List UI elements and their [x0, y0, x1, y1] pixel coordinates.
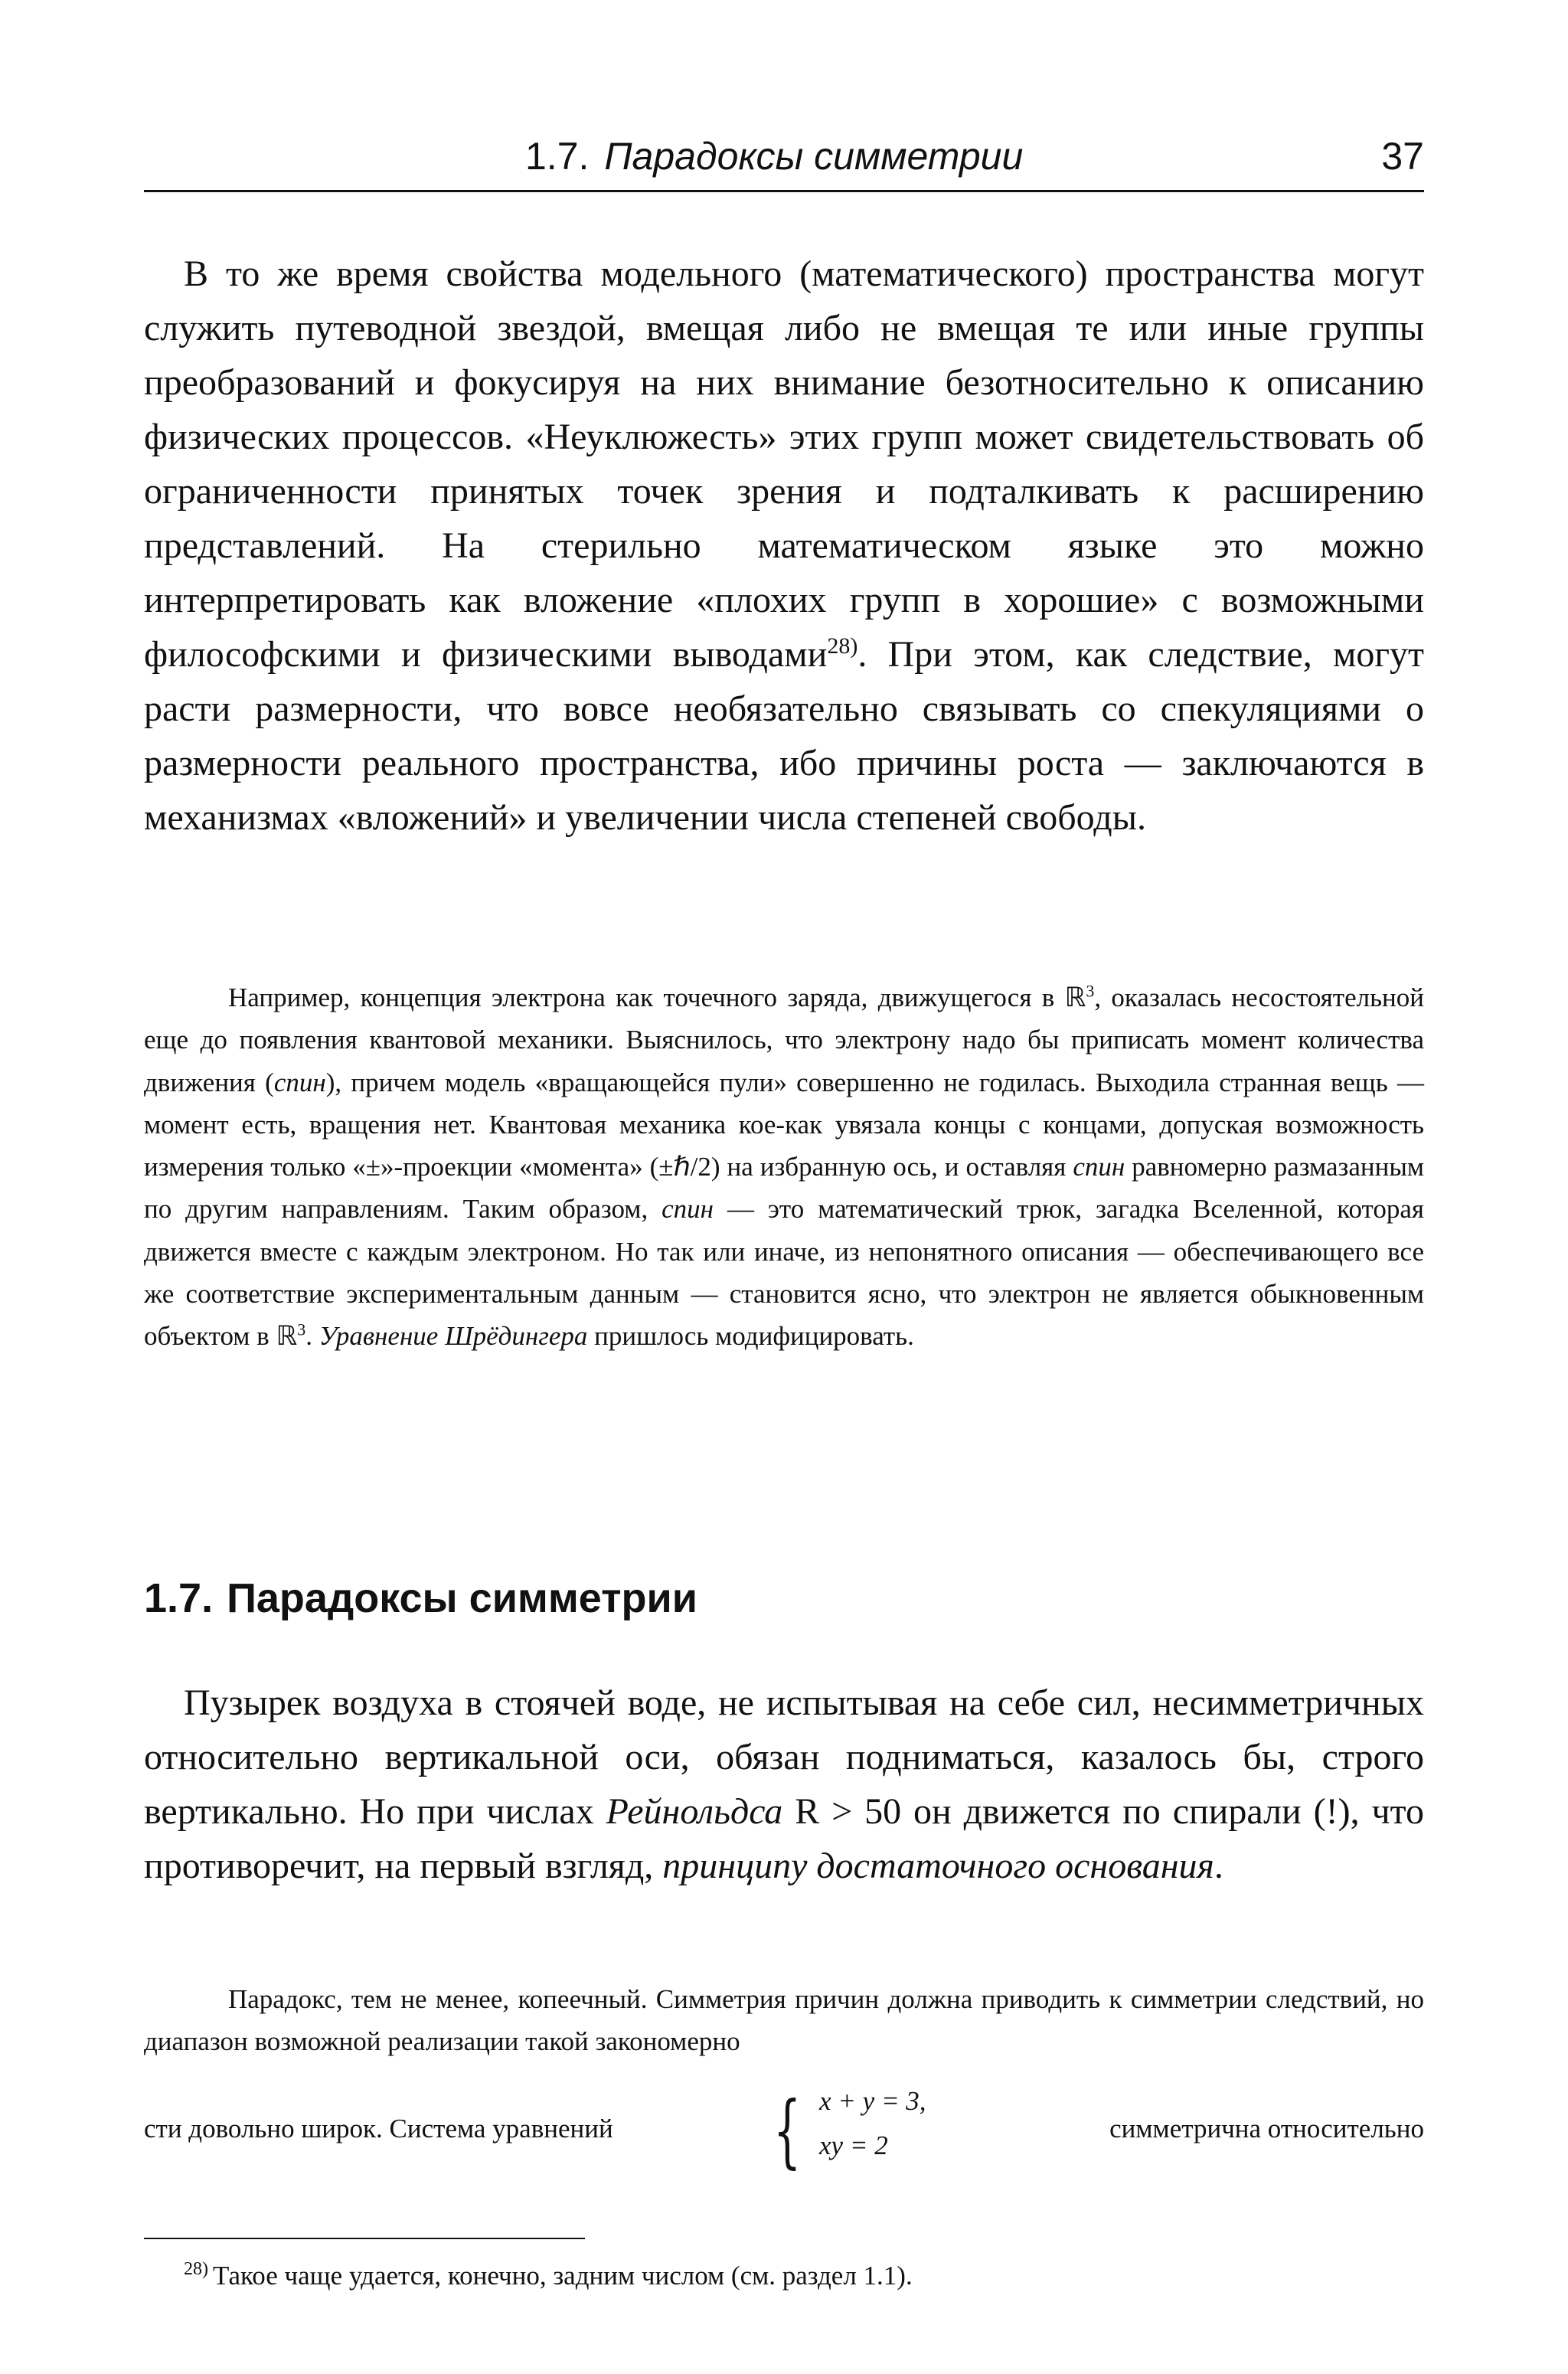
- note-symmetry-paradox: [144, 1978, 1424, 2063]
- section-number: 1.7.: [144, 1575, 214, 1621]
- footnote-marker: 28): [184, 2259, 208, 2280]
- footnote-rule: [144, 2238, 585, 2239]
- note-1-text-f: .: [305, 1321, 319, 1352]
- header-rule: [144, 190, 1424, 192]
- note-1-text-b: , оказалась несостоятельной еще до появления квантовой механики. Выяснилось, что электрону надо бы приписать момент количества движения (: [144, 983, 1424, 1097]
- equation-2: xy = 2: [819, 2130, 888, 2160]
- schrodinger-equation-term: Уравнение Шрёдингера: [318, 1321, 588, 1352]
- paragraph-1-text-b: . При этом, как следствие, могут расти размерности, что вовсе необязательно связывать со спекуляциями о размерности реального пространства, ибо причины роста — заключаются в механизмах «вложений» и увеличении числа степеней свободы.: [144, 634, 1425, 838]
- real-space-symbol: ℝ: [276, 1321, 298, 1352]
- equation-1: x + y = 3,: [819, 2086, 926, 2116]
- note-1-text-c: ), причем модель «вращающейся пули» совершенно не годилась. Выходила странная вещь — момент есть, вращения нет. Квантовая механика кое-как увязала концы с концами, допуская возможность измерения только «±»-проекции «момента» (±ℏ/2) на избранную ось, и оставляя: [144, 1067, 1424, 1182]
- footnote-reference: 28): [827, 633, 858, 659]
- note-1-text-g: пришлось модифицировать.: [587, 1321, 914, 1352]
- spin-term: спин: [662, 1194, 714, 1225]
- footnote-text: Такое чаще удается, конечно, задним числом (см. раздел 1.1).: [213, 2261, 913, 2291]
- page-number: 37: [1381, 135, 1424, 178]
- paragraph-2-text-b: R > 50 он движется по спирали (!), что противоречит, на первый взгляд,: [144, 1791, 1425, 1886]
- spin-term: спин: [273, 1067, 326, 1097]
- real-space-symbol: ℝ: [1064, 983, 1086, 1012]
- real-space-exponent: 3: [1086, 981, 1095, 1001]
- reynolds-term: Рейнольдса: [606, 1791, 783, 1832]
- equation-system-line: [144, 2083, 1424, 2183]
- header-title: [525, 133, 1023, 179]
- header-section-number: 1.7.: [525, 135, 590, 178]
- paragraph-1-text-a: В то же время свойства модельного (математического) пространства могут служить путеводной звездой, вмещая либо не вмещая те или иные группы преобразований и фокусируя на них внимание безотносительно к описанию физических процессов. «Неуклюжесть» этих групп может свидетельствовать об ограниченности принятых точек зрения и подталкивать к расширению представлений. На стерильно математическом языке это можно интерпретировать как вложение «плохих групп в хорошие» с возможными философскими и физическими выводами: [144, 253, 1424, 675]
- equation-brace: {: [773, 2084, 802, 2177]
- note-2-text: Парадокс, тем не менее, копеечный. Симметрия причин должна приводить к симметрии следствий, но диапазон возможной реализации такой закономерно: [144, 1984, 1424, 2057]
- note-1-text-d: равномерно размазанным по другим направлениям. Таким образом,: [144, 1152, 1424, 1225]
- note-1-text-a: Например, концепция электрона как точечного заряда, движущегося в: [228, 983, 1065, 1012]
- paragraph-2-text-a: Пузырек воздуха в стоячей воде, не испытывая на себе сил, несимметричных относительно вертикальной оси, обязан подниматься, казалось бы, строго вертикально. Но при числах: [144, 1682, 1424, 1832]
- paragraph-2: [144, 1676, 1424, 1893]
- sufficient-reason-term: принципу достаточного основания: [662, 1846, 1214, 1886]
- header-section-title: Парадоксы симметрии: [604, 135, 1024, 178]
- section-title: Парадоксы симметрии: [227, 1575, 697, 1621]
- paragraph-2-text-c: .: [1214, 1846, 1223, 1886]
- note-1-text-e: — это математический трюк, загадка Вселенной, которая движется вместе с каждым электроном. Но так или иначе, из непонятного описания — обеспечивающего все же соответствие экспериментальным данным — становится ясно, что электрон не является обыкновенным объектом в: [144, 1194, 1424, 1352]
- paragraph-1: [144, 247, 1424, 845]
- equation-lead-text: сти довольно широк. Система уравнений: [144, 2114, 613, 2143]
- note-electron-spin: [144, 976, 1424, 1358]
- footnote: [184, 2258, 913, 2294]
- equation-trailing-text: симметрична относительно: [1109, 2114, 1424, 2143]
- section-heading: [144, 1571, 697, 1625]
- spin-term: спин: [1073, 1152, 1125, 1182]
- real-space-exponent: 3: [297, 1319, 306, 1339]
